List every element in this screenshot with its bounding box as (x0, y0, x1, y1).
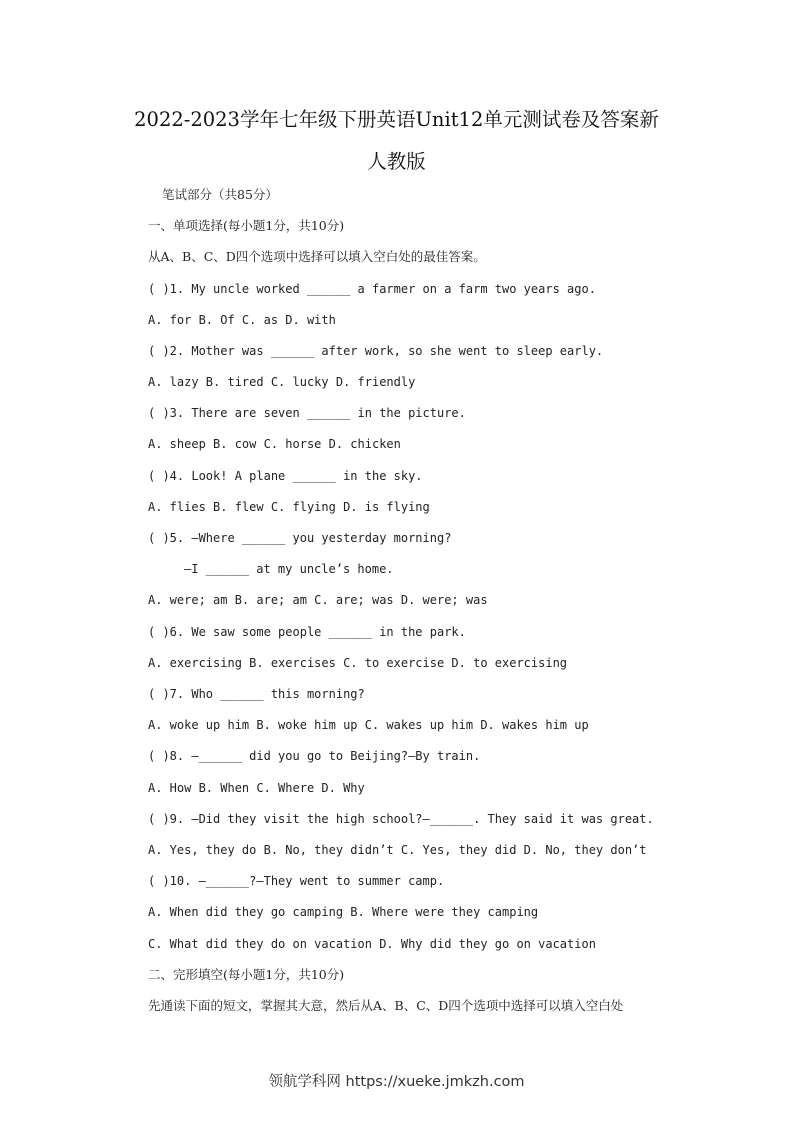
section2-instruction: 先通读下面的短文，掌握其大意，然后从A、B、C、D四个选项中选择可以填入空白处 (148, 998, 624, 1013)
question-5-options: A. were; am B. are; am C. are; was D. were; was (148, 593, 488, 607)
question-4-stem: ( )4. Look! A plane ______ in the sky. (148, 469, 423, 483)
question-4-options: A. flies B. flew C. flying D. is flying (148, 500, 430, 514)
question-7-options: A. woke up him B. woke him up C. wakes up him D. wakes him up (148, 718, 589, 732)
document-title-line-1: 2022-2023学年七年级下册英语Unit12单元测试卷及答案新 (134, 108, 659, 131)
section1-heading: 一、单项选择(每小题1分，共10分) (148, 218, 345, 233)
question-10-stem: ( )10. —______?—They went to summer camp. (148, 874, 445, 888)
section2-heading: 二、完形填空(每小题1分，共10分) (148, 967, 345, 982)
section1-instruction: 从A、B、C、D四个选项中选择可以填入空白处的最佳答案。 (148, 249, 486, 264)
question-3-options: A. sheep B. cow C. horse D. chicken (148, 437, 401, 451)
document-title-line-2: 人教版 (367, 150, 426, 173)
question-5-stem-2: —I ______ at my uncle’s home. (184, 562, 394, 576)
question-8-options: A. How B. When C. Where D. Why (148, 781, 365, 795)
question-1-stem: ( )1. My uncle worked ______ a farmer on a farm two years ago. (148, 282, 596, 296)
question-8-stem: ( )8. —______ did you go to Beijing?—By train. (148, 749, 481, 763)
question-2-options: A. lazy B. tired C. lucky D. friendly (148, 375, 416, 389)
question-7-stem: ( )7. Who ______ this morning? (148, 687, 365, 701)
question-9-stem: ( )9. —Did they visit the high school?—______. They said it was great. (148, 812, 654, 826)
question-6-options: A. exercising B. exercises C. to exercise D. to exercising (148, 656, 568, 670)
question-2-stem: ( )2. Mother was ______ after work, so she went to sleep early. (148, 344, 604, 358)
question-10-options: A. When did they go camping B. Where were they camping (148, 905, 539, 919)
question-6-stem: ( )6. We saw some people ______ in the park. (148, 625, 466, 639)
question-3-stem: ( )3. There are seven ______ in the picture. (148, 406, 466, 420)
question-9-options: A. Yes, they do B. No, they didn’t C. Yes, they did D. No, they don’t (148, 843, 647, 857)
written-part-label: 笔试部分（共85分） (162, 187, 278, 202)
question-1-options: A. for B. Of C. as D. with (148, 313, 336, 327)
question-5-stem: ( )5. —Where ______ you yesterday morning? (148, 531, 452, 545)
question-10-options-2: C. What did they do on vacation D. Why did they go on vacation (148, 937, 596, 951)
page-footer: 领航学科网 https://xueke.jmkzh.com (268, 1074, 525, 1090)
